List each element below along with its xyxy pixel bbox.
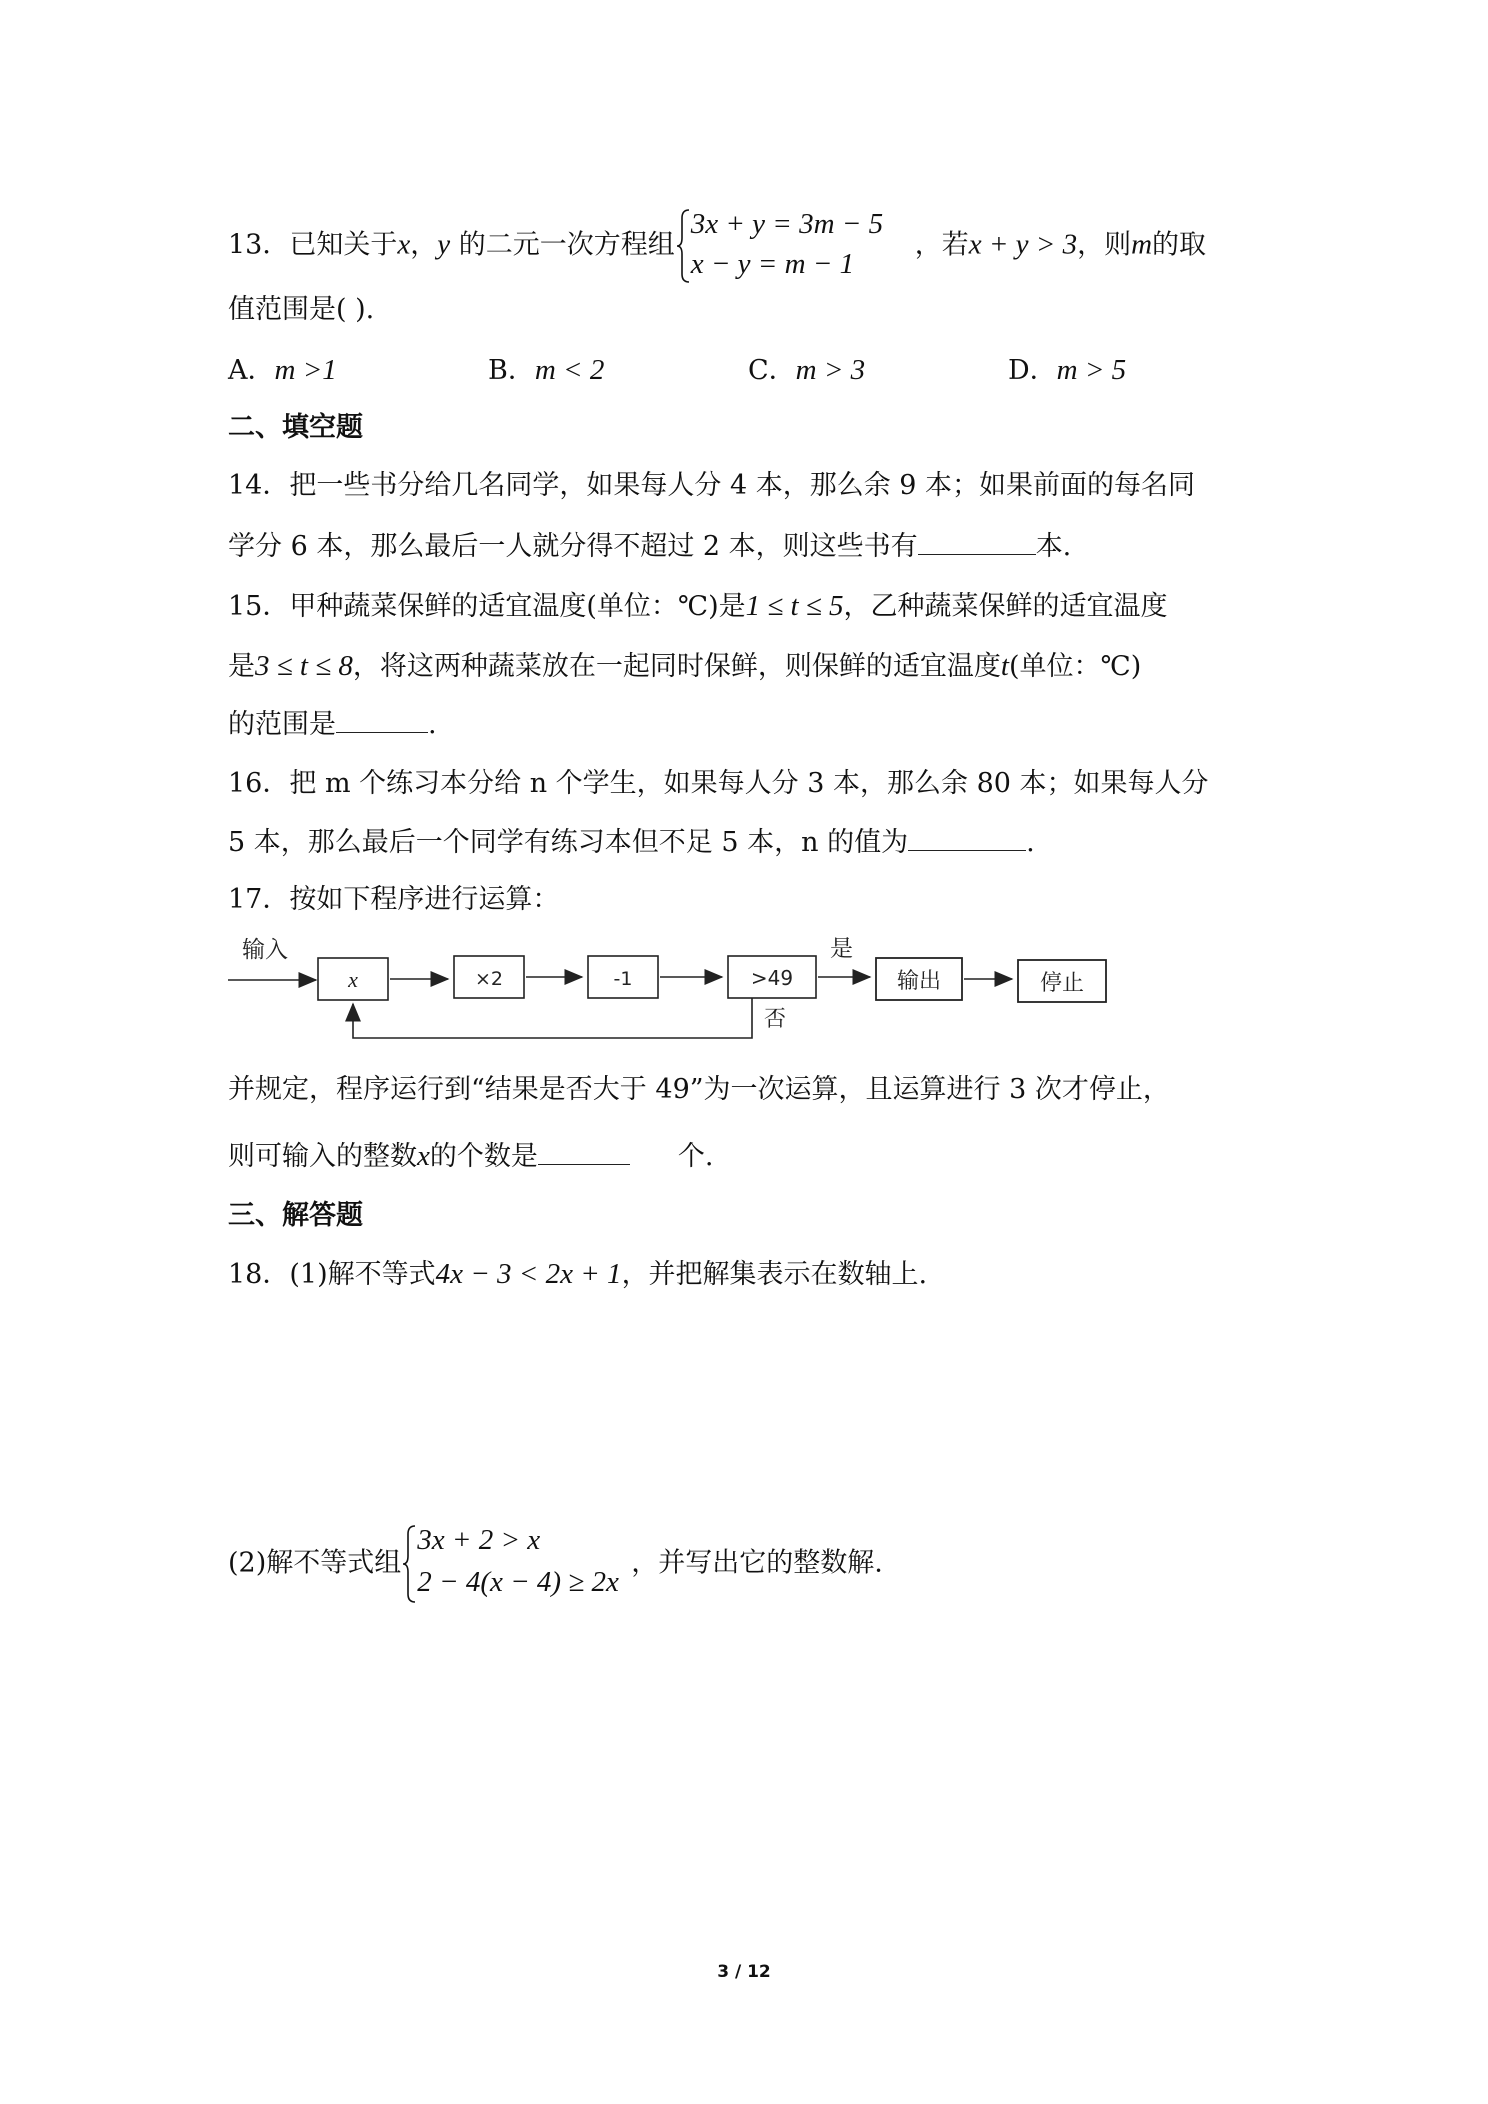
flow-box-times2-label: ×2 — [474, 968, 504, 990]
flow-box-x-label: x — [348, 967, 358, 992]
left-brace-icon — [401, 1524, 417, 1604]
q16-line2-post: . — [1026, 827, 1035, 858]
q18-part2-post: ，并写出它的整数解. — [631, 1547, 883, 1579]
q13-condition: x + y > 3 — [968, 228, 1078, 261]
q13-var-x: x — [397, 228, 411, 261]
option-value: m < 2 — [534, 354, 605, 386]
q15-line1-post: ，乙种蔬菜保鲜的适宜温度 — [843, 591, 1168, 622]
q18-part1-inequality: 4x − 3 < 2x + 1 — [435, 1258, 622, 1290]
q15-line2-post: (单位：℃) — [1008, 651, 1142, 682]
q18-part2 — [228, 1524, 883, 1604]
answer-blank — [908, 824, 1026, 851]
q18-part2-pre: (2)解不等式组 — [228, 1547, 402, 1579]
q15-var-t: t — [1000, 650, 1009, 682]
option-value: m > 5 — [1056, 354, 1127, 386]
q13-tail: 的取 — [1152, 229, 1207, 261]
q14-line2-pre: 学分 6 本，那么最后一人就分得不超过 2 本，则这些书有 — [228, 531, 918, 562]
q14-line2 — [228, 528, 1071, 565]
section-heading-fill-in: 二、填空题 — [228, 412, 363, 443]
q17-line3-post: 个. — [677, 1141, 714, 1172]
q13-equation-2: x − y = m − 1 — [690, 248, 855, 280]
q15-line3 — [228, 706, 437, 743]
q18-part1-pre: 18．(1)解不等式 — [228, 1259, 436, 1290]
option-label: C． — [748, 355, 796, 386]
flow-box-output-label: 输出 — [896, 969, 942, 994]
q15-line3-post: . — [428, 709, 437, 740]
q18-part1-post: ，并把解集表示在数轴上. — [621, 1259, 928, 1290]
section-heading-solve: 三、解答题 — [228, 1200, 363, 1231]
q17-line3-pre: 则可输入的整数 — [228, 1141, 417, 1172]
flow-yes-label: 是 — [830, 936, 853, 962]
q18-inequality-system — [401, 1524, 631, 1604]
q17-line2: 并规定，程序运行到“结果是否大于 49”为一次运算，且运算进行 3 次才停止， — [228, 1074, 1170, 1105]
q13-option-a — [228, 352, 337, 389]
q13-option-c — [748, 352, 865, 389]
q16-line2-pre: 5 本，那么最后一个同学有练习本但不足 5 本，n 的值为 — [228, 827, 909, 858]
option-value: m >1 — [274, 354, 337, 386]
q13-equation-system — [675, 208, 915, 284]
q14-line2-post: 本. — [1035, 531, 1072, 562]
option-label: D． — [1008, 355, 1057, 386]
q17-line3-mid: 的个数是 — [429, 1141, 538, 1172]
q13-prefix: 13．已知关于 — [228, 229, 398, 261]
q13-option-b — [488, 352, 604, 389]
answer-blank — [538, 1138, 630, 1165]
flow-box-minus1-label: -1 — [613, 968, 633, 990]
q13-cond-pre: ，若 — [914, 229, 969, 261]
q18-inequality-2: 2 − 4(x − 4) ≥ 2x — [417, 1566, 619, 1598]
answer-blank — [336, 706, 428, 733]
left-brace-icon — [675, 208, 691, 284]
flow-input-label: 输入 — [242, 937, 288, 963]
q17-line1: 17．按如下程序进行运算： — [228, 884, 560, 915]
q17-flowchart — [222, 930, 1142, 1042]
page-number: 3 / 12 — [717, 1962, 771, 1982]
flow-no-label: 否 — [764, 1007, 787, 1032]
answer-blank — [918, 528, 1036, 555]
q15-range1: 1 ≤ t ≤ 5 — [745, 590, 844, 622]
q13-equation-1: 3x + y = 3m − 5 — [690, 208, 884, 240]
flow-loop-arrow — [353, 998, 752, 1038]
q15-line3-pre: 的范围是 — [228, 709, 336, 740]
option-value: m > 3 — [795, 354, 866, 386]
option-label: B． — [488, 355, 535, 386]
q16-line2 — [228, 824, 1035, 861]
flow-box-gt49-label: >49 — [750, 966, 794, 990]
q15-range2: 3 ≤ t ≤ 8 — [255, 650, 353, 682]
q13-comma: ， — [410, 229, 438, 261]
q15-line2 — [228, 648, 1141, 685]
q14-line1: 14．把一些书分给几名同学，如果每人分 4 本，那么余 9 本；如果前面的每名同 — [228, 470, 1196, 501]
q13-var-m: m — [1131, 228, 1153, 261]
q13-mid: 的二元一次方程组 — [450, 229, 675, 261]
q18-part1 — [228, 1256, 927, 1293]
q13-line1 — [228, 208, 1206, 284]
q13-var-y: y — [437, 228, 451, 261]
q16-line1: 16．把 m 个练习本分给 n 个学生，如果每人分 3 本，那么余 80 本；如果每人分 — [228, 768, 1209, 799]
q17-var-x: x — [417, 1140, 430, 1172]
q15-line2-pre: 是 — [228, 651, 255, 682]
q15-line1 — [228, 588, 1168, 625]
q17-line3 — [228, 1138, 713, 1175]
q18-inequality-1: 3x + 2 > x — [417, 1524, 541, 1556]
q13-option-d — [1008, 352, 1126, 389]
q13-cond-post: ，则 — [1077, 229, 1132, 261]
q13-line2: 值范围是( ). — [228, 294, 375, 325]
q15-line2-mid: ，将这两种蔬菜放在一起同时保鲜，则保鲜的适宜温度 — [352, 651, 1001, 682]
option-label: A． — [228, 355, 275, 386]
q15-line1-pre: 15．甲种蔬菜保鲜的适宜温度(单位：℃)是 — [228, 591, 746, 622]
flow-box-stop-label: 停止 — [1039, 971, 1085, 996]
